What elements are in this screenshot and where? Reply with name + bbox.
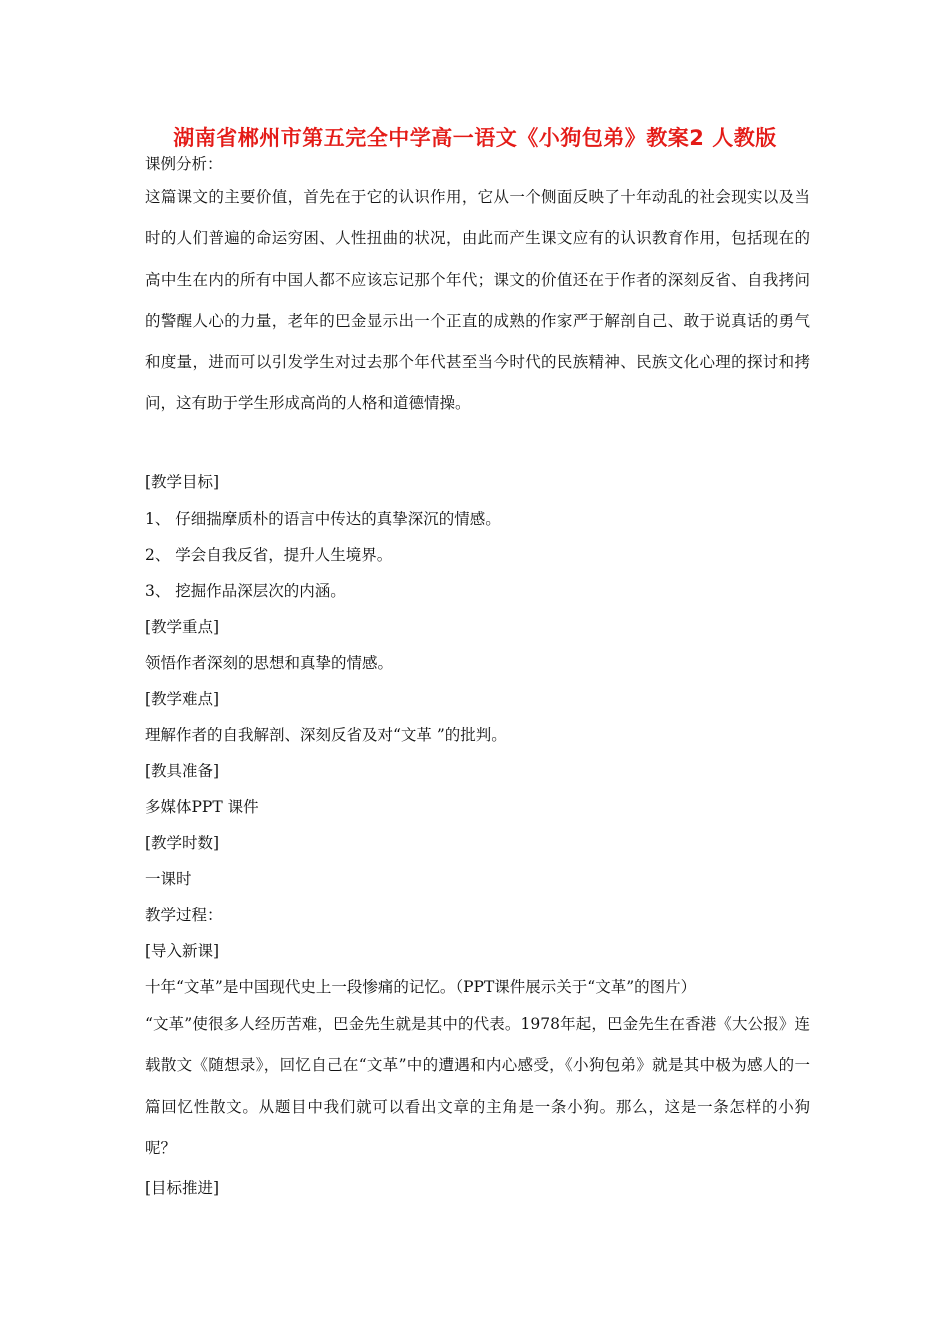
goal-item-2: 2、 学会自我反省，提升人生境界。 [145, 546, 393, 564]
tools-text: 多媒体PPT 课件 [145, 798, 259, 816]
key-text: 领悟作者深刻的思想和真挚的情感。 [145, 654, 394, 672]
intro-line: 十年“文革”是中国现代史上一段惨痛的记忆。（PPT课件展示关于“文革”的图片） [145, 978, 697, 996]
goal-item-3: 3、 挖掘作品深层次的内涵。 [145, 582, 346, 600]
document-title: 湖南省郴州市第五完全中学高一语文《小狗包弟》教案2 人教版 [173, 126, 777, 150]
goal-item-1: 1、 仔细揣摩质朴的语言中传达的真挚深沉的情感。 [145, 510, 501, 528]
key-header: [教学重点] [145, 618, 220, 636]
intro-paragraph: “文革”使很多人经历苦难，巴金先生就是其中的代表。1978年起，巴金先生在香港《大公报》连载散文《随想录》，回忆自己在“文革”中的遭遇和内心感受，《小狗包弟》就是其中极为感人的一篇回忆性散文。从题目中我们就可以看出文章的主角是一条小狗。那么，这是一条怎样的小狗呢？ [145, 1015, 810, 1157]
hours-header: [教学时数] [145, 834, 220, 852]
hours-text: 一课时 [145, 870, 192, 888]
difficulty-text: 理解作者的自我解剖、深刻反省及对“文革 ”的批判。 [145, 726, 507, 744]
goals-header: [教学目标] [145, 473, 220, 491]
analysis-label: 课例分析： [145, 155, 223, 173]
difficulty-header: [教学难点] [145, 690, 220, 708]
tools-header: [教具准备] [145, 762, 220, 780]
intro-header: [导入新课] [145, 942, 220, 960]
analysis-paragraph: 这篇课文的主要价值，首先在于它的认识作用，它从一个侧面反映了十年动乱的社会现实以及当时的人们普遍的命运穷困、人性扭曲的状况，由此而产生课文应有的认识教育作用，包括现在的高中生在内的所有中国人都不应该忘记那个年代；课文的价值还在于作者的深刻反省、自我拷问的警醒人心的力量，老年的巴金显示出一个正直的成熟的作家严于解剖自己、敢于说真话的勇气和度量，进而可以引发学生对过去那个年代甚至当今时代的民族精神、民族文化心理的探讨和拷问，这有助于学生形成高尚的人格和道德情操。 [145, 188, 810, 413]
process-label: 教学过程： [145, 906, 223, 924]
advance-header: [目标推进] [145, 1179, 220, 1197]
